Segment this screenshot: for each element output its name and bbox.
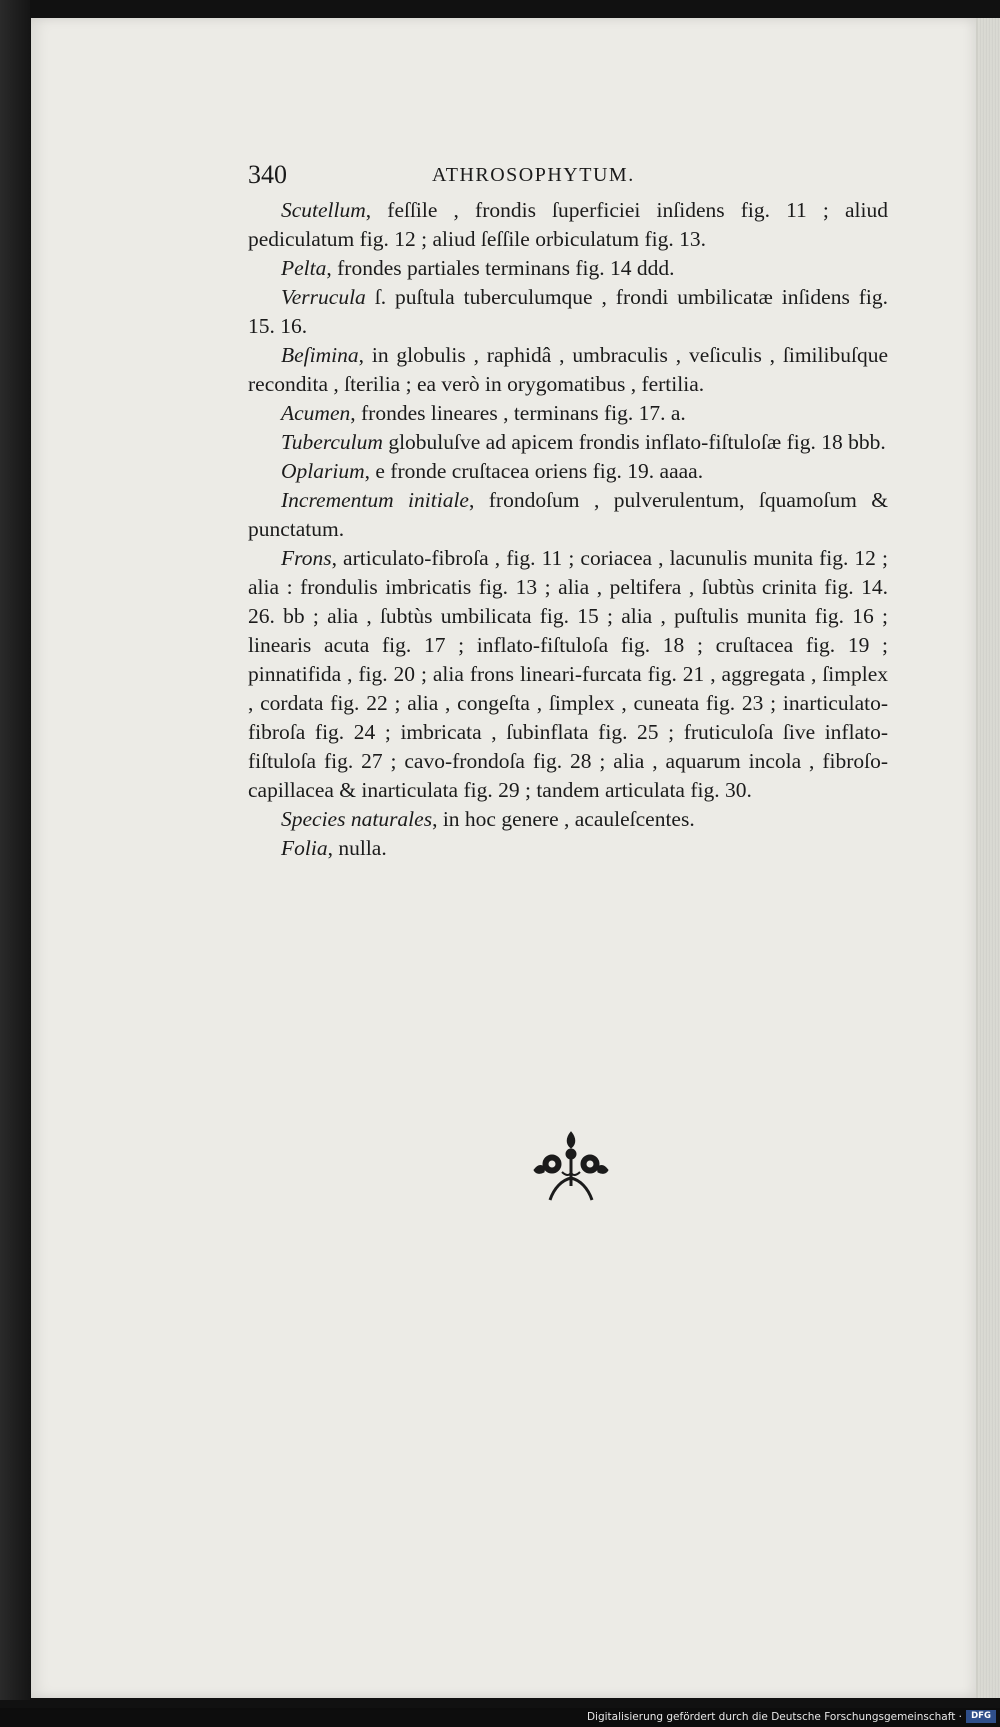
- running-title: ATHROSOPHYTUM.: [432, 164, 635, 186]
- entry-text: ſ. puſtula tuberculumque , frondi umbilicatæ inſidens fig. 15. 16.: [248, 285, 888, 338]
- body-text: [248, 196, 888, 863]
- entry-term: Verrucula: [281, 285, 366, 309]
- page-edge-right: [976, 18, 1000, 1698]
- entry-term: Incrementum initiale: [281, 488, 469, 512]
- entry-text: , frondoſum , pulverulentum, ſquamoſum & punctatum.: [248, 488, 888, 541]
- entry-term: Scutellum: [281, 198, 366, 222]
- entry-pelta: [248, 254, 888, 283]
- footer-credit: Digitalisierung gefördert durch die Deutsche Forschungsgemeinschaft ·: [586, 1711, 962, 1723]
- entry-text: , articulato-fibroſa , fig. 11 ; coriacea , lacunulis munita fig. 12 ; alia : frondulis imbricatis fig. 13 ; alia , peltifera , ſubtùs crinita fig. 14. 26. bb ; alia , ſubtùs umbilicata fig. 15 ; alia , puſtulis munita fig. 16 ; linearis acuta fig. 17 ; inflato-fiſtuloſa fig. 18 ; cruſtacea fig. 19 ; pinnatifida , fig. 20 ; alia frons lineari-furcata fig. 21 , aggregata , ſimplex , cordata fig. 22 ; alia , congeſta , ſimplex , cuneata fig. 23 ; inarticulato-fibroſa fig. 24 ; imbricata , ſubinflata fig. 25 ; fruticuloſa ſive inflato-fiſtuloſa fig. 27 ; cavo-frondoſa fig. 28 ; alia , aquarum incola , fibroſo-capillacea & inarticulata fig. 29 ; tandem articulata fig. 30.: [248, 546, 888, 802]
- book-edge-left: [0, 0, 30, 1700]
- entry-text: , frondes partiales terminans fig. 14 ddd.: [326, 256, 675, 280]
- entry-text: , in hoc genere , acauleſcentes.: [432, 807, 695, 831]
- floral-ornament-icon: [526, 1128, 616, 1208]
- entry-term: Beſimina: [281, 343, 359, 367]
- entry-term: Species naturales: [281, 807, 433, 831]
- entry-acumen: [248, 399, 888, 428]
- entry-tuberculum: [248, 428, 888, 457]
- entry-term: Pelta: [281, 256, 327, 280]
- dfg-logo: DFG: [966, 1710, 996, 1723]
- page-header: [248, 160, 888, 194]
- entry-term: Oplarium: [281, 459, 365, 483]
- entry-verrucula: [248, 283, 888, 341]
- entry-text: globuluſve ad apicem frondis inflato-fiſtuloſæ fig. 18 bbb.: [382, 430, 886, 454]
- entry-incrementum: [248, 486, 888, 544]
- entry-species: [248, 805, 888, 834]
- entry-folia: [248, 834, 888, 863]
- entry-term: Acumen: [281, 401, 351, 425]
- entry-text: , e fronde cruſtacea oriens fig. 19. aaaa.: [364, 459, 704, 483]
- entry-term: Folia: [281, 836, 328, 860]
- entry-text: , nulla.: [327, 836, 387, 860]
- entry-besimina: [248, 341, 888, 399]
- entry-term: Tuberculum: [281, 430, 383, 454]
- entry-frons: [248, 544, 888, 805]
- entry-oplarium: [248, 457, 888, 486]
- entry-text: , in globulis , raphidâ , umbraculis , veſiculis , ſimilibuſque recondita , ſterilia ; ea verò in orygomatibus , fertilia.: [248, 343, 888, 396]
- entry-scutellum: [248, 196, 888, 254]
- page-number: 340: [248, 160, 287, 189]
- entry-term: Frons: [281, 546, 332, 570]
- entry-text: , feſſile , frondis ſuperficiei inſidens fig. 11 ; aliud pediculatum fig. 12 ; aliud ſeſſile orbiculatum fig. 13.: [248, 198, 888, 251]
- entry-text: , frondes lineares , terminans fig. 17. a.: [350, 401, 686, 425]
